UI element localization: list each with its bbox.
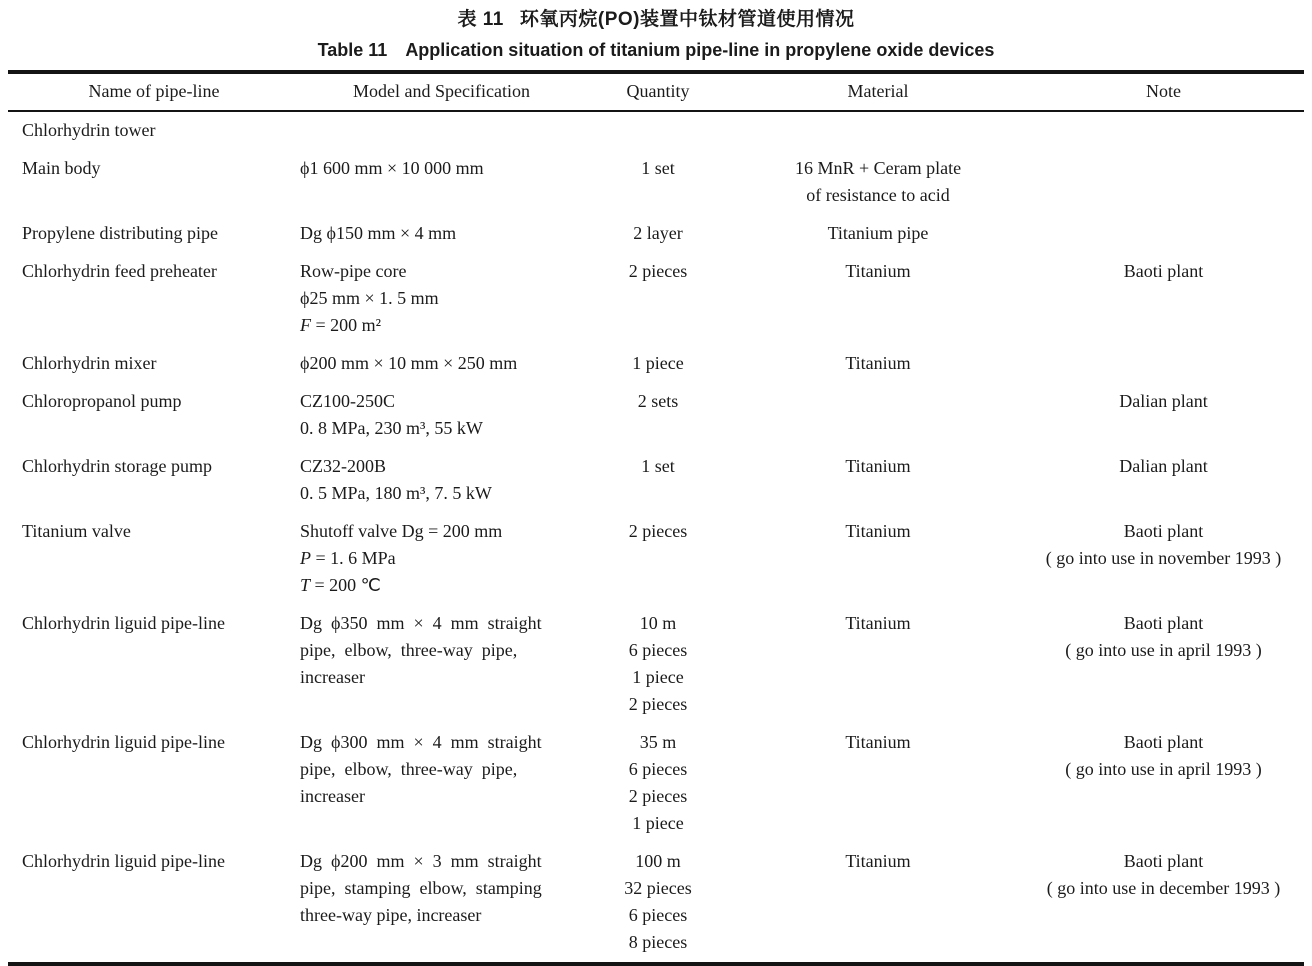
cell-material	[733, 383, 1023, 448]
cell-line: pipe, elbow, three-way pipe,	[300, 759, 518, 779]
cell-material	[733, 448, 1023, 513]
cell-quantity	[583, 513, 733, 605]
cell-line: 1 piece	[632, 813, 684, 833]
table-row	[8, 448, 1304, 513]
cell-quantity	[583, 843, 733, 962]
cell-note	[1023, 843, 1304, 962]
table-row	[8, 150, 1304, 215]
cell-line: Dg ϕ350 mm × 4 mm straight	[300, 613, 542, 633]
cell-line: Chlorhydrin feed preheater	[22, 261, 217, 281]
cell-spec	[300, 345, 583, 383]
cell-name	[8, 843, 300, 962]
cell-quantity	[583, 345, 733, 383]
cell-note	[1023, 111, 1304, 150]
cell-line: 2 pieces	[628, 694, 688, 714]
cell-line: Baoti plant	[1123, 613, 1204, 633]
header-model-and-specification: Model and Specification	[300, 72, 583, 111]
caption-chinese	[0, 8, 1312, 32]
cell-name	[8, 724, 300, 843]
cell-line: T = 200 ℃	[300, 575, 381, 595]
cell-spec	[300, 605, 583, 724]
cell-line: 2 pieces	[628, 786, 688, 806]
cell-line: Chlorhydrin liguid pipe-line	[22, 851, 225, 871]
cell-line: Dalian plant	[1119, 391, 1208, 411]
cell-line: 35 m	[639, 732, 677, 752]
table-header	[8, 72, 1304, 111]
cell-material	[733, 345, 1023, 383]
cell-line: Chlorhydrin tower	[22, 120, 156, 140]
cell-spec	[300, 843, 583, 962]
cell-line: Titanium	[845, 851, 911, 871]
header-quantity: Quantity	[583, 72, 733, 111]
cell-material	[733, 253, 1023, 345]
cell-line: Dg ϕ150 mm × 4 mm	[300, 223, 457, 243]
cell-line: Chlorhydrin mixer	[22, 353, 157, 373]
cell-name	[8, 215, 300, 253]
cell-line: 6 pieces	[628, 905, 688, 925]
cell-note	[1023, 513, 1304, 605]
header-material: Material	[733, 72, 1023, 111]
table-row	[8, 383, 1304, 448]
cell-note	[1023, 345, 1304, 383]
cell-line: Baoti plant	[1123, 521, 1204, 541]
cell-line: 2 pieces	[628, 521, 688, 541]
cell-line: Chloropropanol pump	[22, 391, 182, 411]
cell-line: Titanium	[845, 732, 911, 752]
cell-line: 1 set	[641, 456, 675, 476]
cell-material	[733, 215, 1023, 253]
table-row	[8, 513, 1304, 605]
cell-line: increaser	[300, 667, 365, 687]
cell-line: Dg ϕ200 mm × 3 mm straight	[300, 851, 542, 871]
header-name-of-pipe-line: Name of pipe-line	[8, 72, 300, 111]
cell-line: P = 1. 6 MPa	[300, 548, 396, 568]
cell-line: Titanium	[845, 521, 911, 541]
cell-line: 2 layer	[633, 223, 683, 243]
cell-material	[733, 605, 1023, 724]
cell-line: ( go into use in april 1993 )	[1065, 640, 1262, 660]
cell-quantity	[583, 111, 733, 150]
cell-spec	[300, 448, 583, 513]
cell-line: Titanium	[845, 456, 911, 476]
cell-name	[8, 448, 300, 513]
cell-name	[8, 345, 300, 383]
cell-line: 1 piece	[632, 353, 684, 373]
cell-spec	[300, 215, 583, 253]
cell-line: Shutoff valve Dg = 200 mm	[300, 521, 503, 541]
cell-line: Propylene distributing pipe	[22, 223, 218, 243]
cell-note	[1023, 150, 1304, 215]
cell-line: Main body	[22, 158, 101, 178]
cell-line: 10 m	[639, 613, 677, 633]
cell-line: 100 m	[635, 851, 681, 871]
caption-english	[0, 39, 1312, 61]
cell-line: 1 piece	[632, 667, 684, 687]
cell-line: 2 sets	[637, 391, 679, 411]
cell-line: Chlorhydrin storage pump	[22, 456, 212, 476]
cell-line: Dg ϕ300 mm × 4 mm straight	[300, 732, 542, 752]
cell-note	[1023, 605, 1304, 724]
cell-line: 32 pieces	[624, 878, 692, 898]
cell-spec	[300, 724, 583, 843]
cell-line: Baoti plant	[1123, 732, 1204, 752]
cell-line: 6 pieces	[628, 759, 688, 779]
cell-line: 6 pieces	[628, 640, 688, 660]
cell-line: ( go into use in december 1993 )	[1046, 878, 1281, 898]
cell-line: 1 set	[641, 158, 675, 178]
cell-material	[733, 843, 1023, 962]
cell-line: ϕ1 600 mm × 10 000 mm	[300, 158, 484, 178]
table-row	[8, 724, 1304, 843]
cell-line: Titanium valve	[22, 521, 131, 541]
cell-quantity	[583, 724, 733, 843]
cell-quantity	[583, 253, 733, 345]
cell-line: F = 200 m²	[300, 315, 382, 335]
titanium-pipeline-table	[8, 70, 1304, 962]
caption-chinese-label: 表 11	[457, 9, 504, 30]
cell-line: Chlorhydrin liguid pipe-line	[22, 732, 225, 752]
table-row	[8, 345, 1304, 383]
cell-line: pipe, elbow, three-way pipe,	[300, 640, 518, 660]
cell-line: Row-pipe core	[300, 261, 407, 281]
header-note: Note	[1023, 72, 1304, 111]
cell-spec	[300, 111, 583, 150]
caption-english-label: Table 11	[317, 40, 388, 60]
table-body	[8, 111, 1304, 962]
cell-name	[8, 111, 300, 150]
cell-line: 0. 8 MPa, 230 m³, 55 kW	[300, 418, 483, 438]
cell-name	[8, 605, 300, 724]
cell-name	[8, 513, 300, 605]
table-row	[8, 111, 1304, 150]
cell-line: ϕ200 mm × 10 mm × 250 mm	[300, 353, 518, 373]
cell-spec	[300, 513, 583, 605]
table-row	[8, 605, 1304, 724]
cell-line: CZ32-200B	[300, 456, 387, 476]
cell-line: Chlorhydrin liguid pipe-line	[22, 613, 225, 633]
cell-line: Dalian plant	[1119, 456, 1208, 476]
table-bottom-rule	[8, 962, 1304, 966]
cell-material	[733, 150, 1023, 215]
cell-line: Titanium	[845, 261, 911, 281]
cell-note	[1023, 383, 1304, 448]
cell-spec	[300, 383, 583, 448]
cell-line: Baoti plant	[1123, 851, 1204, 871]
cell-note	[1023, 724, 1304, 843]
table-row	[8, 843, 1304, 962]
caption-chinese-text: 环氧丙烷(PO)装置中钛材管道使用情况	[519, 9, 855, 30]
cell-material	[733, 513, 1023, 605]
cell-line: increaser	[300, 786, 365, 806]
cell-line: ϕ25 mm × 1. 5 mm	[300, 288, 439, 308]
cell-line: 0. 5 MPa, 180 m³, 7. 5 kW	[300, 483, 492, 503]
cell-quantity	[583, 215, 733, 253]
cell-line: Baoti plant	[1123, 261, 1204, 281]
cell-quantity	[583, 605, 733, 724]
table-row	[8, 253, 1304, 345]
cell-line: Titanium pipe	[827, 223, 929, 243]
cell-line: of resistance to acid	[806, 185, 950, 205]
cell-line: three-way pipe, increaser	[300, 905, 482, 925]
cell-material	[733, 724, 1023, 843]
cell-line: pipe, stamping elbow, stamping	[300, 878, 542, 898]
cell-name	[8, 253, 300, 345]
table-row	[8, 215, 1304, 253]
cell-line: 2 pieces	[628, 261, 688, 281]
caption-english-text: Application situation of titanium pipe-line in propylene oxide devices	[405, 40, 995, 60]
cell-name	[8, 383, 300, 448]
cell-material	[733, 111, 1023, 150]
cell-name	[8, 150, 300, 215]
cell-line: 16 MnR + Ceram plate	[794, 158, 962, 178]
cell-spec	[300, 150, 583, 215]
cell-spec	[300, 253, 583, 345]
table-caption	[0, 0, 1312, 61]
header-row	[8, 72, 1304, 111]
cell-note	[1023, 448, 1304, 513]
cell-quantity	[583, 448, 733, 513]
cell-line: Titanium	[845, 353, 911, 373]
cell-line: ( go into use in november 1993 )	[1045, 548, 1282, 568]
cell-line: 8 pieces	[628, 932, 688, 952]
cell-quantity	[583, 383, 733, 448]
cell-quantity	[583, 150, 733, 215]
cell-line: ( go into use in april 1993 )	[1065, 759, 1262, 779]
cell-line: CZ100-250C	[300, 391, 396, 411]
cell-note	[1023, 253, 1304, 345]
cell-line: Titanium	[845, 613, 911, 633]
cell-note	[1023, 215, 1304, 253]
